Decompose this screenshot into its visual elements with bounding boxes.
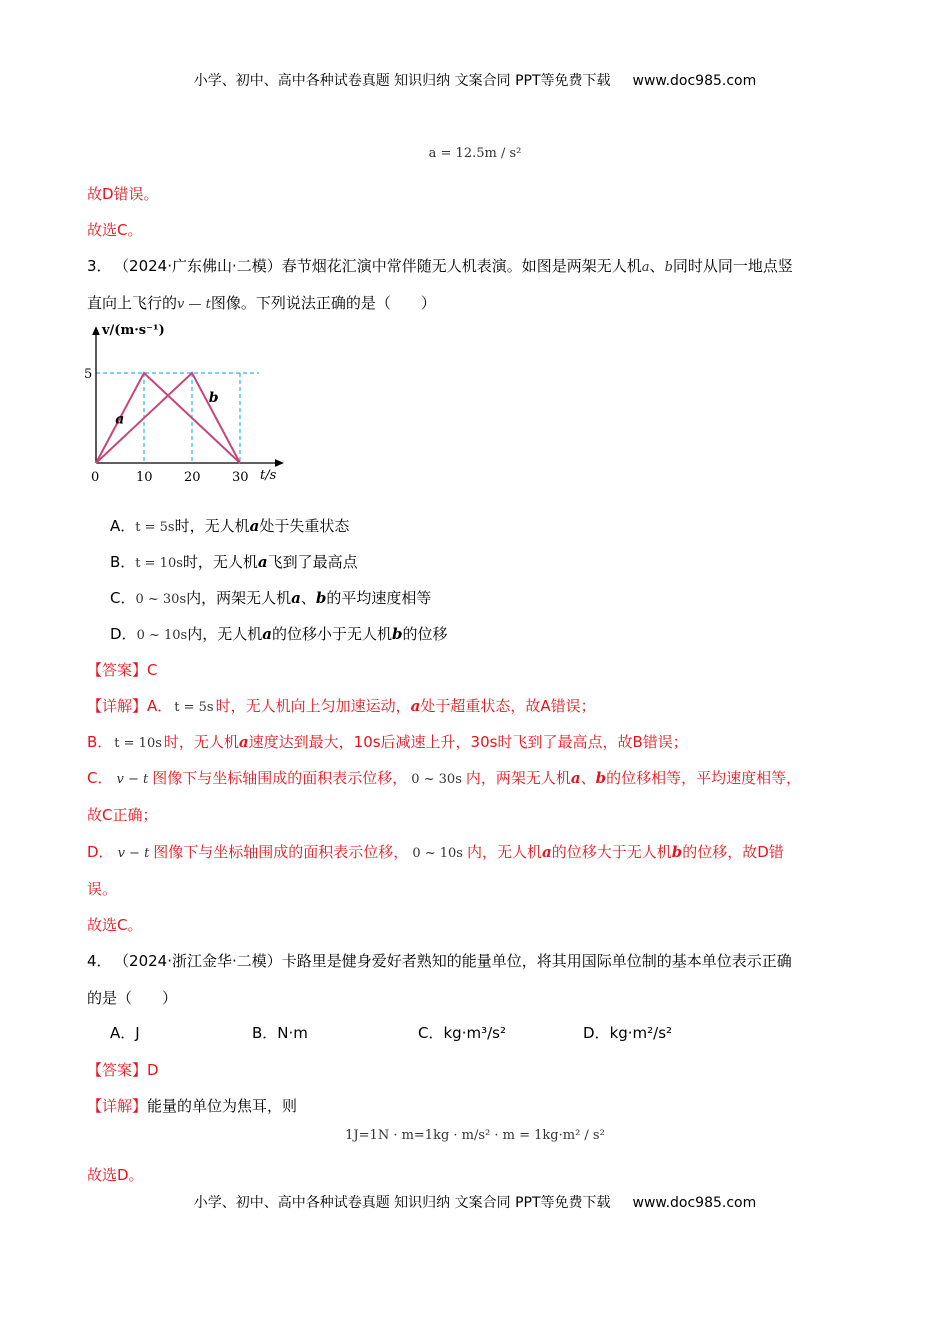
detail-text: 速度达到最大，10s后减速上升，30s时飞到了最高点，故B错误；: [248, 733, 688, 751]
q4-source: （2024·浙江金华·二模）: [121, 952, 282, 970]
series-a-label: a: [115, 411, 125, 428]
q4-option-text: kg·m³/s²: [443, 1024, 506, 1042]
q3-stem-1a: 春节烟花汇演中常伴随无人机表演。如图是两架无人机: [281, 257, 642, 275]
y-axis-label: v/(m·s⁻¹): [102, 323, 165, 338]
answer-value: D: [147, 1061, 159, 1079]
detail-text: 的位移相等，平均速度相等，: [606, 769, 802, 787]
q3-option-label: C．: [110, 589, 136, 607]
detail-text: 的位移，故D错: [682, 843, 784, 861]
q3-option-var: a: [257, 553, 268, 571]
q3-option-text: 处于失重状态: [259, 517, 350, 535]
header-text: 小学、初中、高中各种试卷真题 知识归纳 文案合同 PPT等免费下载: [193, 73, 611, 89]
q3-option-text: 的位移小于无人机: [271, 625, 392, 643]
q3-option-text: 的平均速度相等: [326, 589, 432, 607]
q3-option-b[interactable]: [110, 551, 358, 572]
detail-text: 时，无人机向上匀加速运动，: [215, 697, 411, 715]
x-tick-label: 30: [232, 470, 249, 485]
detail-text: 的位移大于无人机: [551, 843, 672, 861]
detail-var: a: [570, 769, 581, 787]
q3-option-text: 飞到了最高点: [267, 553, 358, 571]
q3-detail-a: [87, 695, 596, 716]
q3-option-text: 内，两架无人机: [186, 589, 292, 607]
q3-detail-c-cont: 故C正确；: [87, 806, 158, 824]
q3-option-label: D．: [110, 625, 137, 643]
q3-detail-c: [87, 767, 801, 788]
page-header: [0, 70, 950, 90]
q4-stem-1: 卡路里是健身爱好者熟知的能量单位，将其用国际单位制的基本单位表示正确: [281, 952, 792, 970]
q3-option-sep: 、: [300, 589, 316, 607]
detail-sep: 、: [580, 769, 596, 787]
detail-var2: b: [595, 769, 607, 787]
detail-label: D．: [87, 843, 114, 861]
detail-tag: 【详解】: [87, 697, 148, 715]
q4-detail: [87, 1095, 297, 1116]
q3-stem-1b: 同时从同一地点竖: [672, 257, 793, 275]
q4-option-label: C．: [418, 1024, 444, 1042]
y-tick-label: 5: [84, 367, 93, 382]
q3-option-math: 0 ~ 10s: [136, 628, 188, 643]
q4-formula: 1J=1N · m=1kg · m/s² · m = 1kg·m² / s²: [345, 1128, 605, 1143]
q3-option-var2: b: [391, 625, 403, 643]
q4-option-text: kg·m²/s²: [609, 1024, 673, 1042]
q4-option-text: J: [135, 1024, 140, 1042]
q4-option-label: B．: [252, 1024, 278, 1042]
q3-option-a[interactable]: [110, 515, 349, 536]
q3-option-label: B．: [110, 553, 136, 571]
q4-option-d[interactable]: [583, 1022, 672, 1043]
vt-chart: [80, 318, 290, 490]
q3-source: （2024·广东佛山·二模）: [121, 257, 282, 275]
page-footer: [0, 1192, 950, 1212]
q3-stem-line2: [87, 292, 436, 313]
q3-option-math: t = 10s: [135, 556, 183, 571]
q4-stem-line1: [87, 950, 792, 971]
q3-stem-line1: [87, 255, 793, 276]
q4-option-label: D．: [583, 1024, 610, 1042]
q3-answer: [87, 659, 158, 680]
detail-math: 0 ~ 10s: [412, 846, 463, 861]
q3-detail-d: [87, 841, 784, 862]
detail-var2: b: [671, 843, 683, 861]
q4-stem-line2: 的是（ ）: [87, 989, 178, 1007]
answer-tag: 【答案】: [87, 1061, 148, 1079]
detail-text: 图像下与坐标轴围成的面积表示位移，: [152, 769, 408, 787]
q3-option-text: 时，无人机: [182, 553, 258, 571]
q4-answer: [87, 1059, 159, 1080]
q3-detail-d-cont: 误。: [87, 880, 118, 898]
answer-value: C: [147, 661, 158, 679]
detail-text: 能量的单位为焦耳，则: [147, 1097, 298, 1115]
q3-option-math: t = 5s: [135, 520, 175, 535]
detail-text: 内，无人机: [466, 843, 542, 861]
header-site: www.doc985.com: [632, 73, 757, 89]
footer-site: www.doc985.com: [632, 1195, 757, 1211]
q4-option-text: N·m: [277, 1024, 308, 1042]
x-tick-label: 20: [184, 470, 201, 485]
detail-math: v − t: [117, 846, 150, 861]
q4-option-label: A．: [110, 1024, 136, 1042]
detail-math: t = 10s: [114, 736, 162, 751]
q3-var-b: b: [664, 260, 673, 275]
q3-option-var: a: [249, 517, 260, 535]
detail-label: C．: [87, 769, 113, 787]
q3-stem-2a: 直向上飞行的: [87, 294, 178, 312]
detail-text: 内，两架无人机: [465, 769, 571, 787]
footer-text: 小学、初中、高中各种试卷真题 知识归纳 文案合同 PPT等免费下载: [193, 1195, 611, 1211]
detail-text: 图像下与坐标轴围成的面积表示位移，: [153, 843, 409, 861]
detail-text: 处于超重状态，故A错误；: [420, 697, 596, 715]
q3-vt: v — t: [177, 297, 211, 312]
q3-option-text: 时，无人机: [174, 517, 250, 535]
q3-option-math: 0 ~ 30s: [135, 592, 187, 607]
q3-option-text: 内，无人机: [187, 625, 263, 643]
q4-choose: 故选D。: [87, 1166, 144, 1184]
answer-tag: 【答案】: [87, 661, 148, 679]
q3-option-text: 的位移: [402, 625, 448, 643]
q3-option-c[interactable]: [110, 587, 431, 608]
detail-math: t = 5s: [174, 700, 214, 715]
detail-math: v − t: [116, 772, 149, 787]
prev-line-d: 故D错误。: [87, 185, 159, 203]
q4-option-a[interactable]: [110, 1022, 140, 1043]
detail-label: A．: [147, 697, 173, 715]
q3-option-d[interactable]: [110, 623, 448, 644]
detail-var: a: [410, 697, 421, 715]
q3-detail-b: [87, 731, 688, 752]
q3-option-label: A．: [110, 517, 136, 535]
x-tick-label: 0: [91, 470, 100, 485]
q4-option-b[interactable]: [252, 1022, 308, 1043]
q3-option-var: a: [262, 625, 272, 643]
detail-tag: 【详解】: [87, 1097, 148, 1115]
detail-math: 0 ~ 30s: [411, 772, 462, 787]
q3-stem-2b: 图像。下列说法正确的是（ ）: [210, 294, 436, 312]
q3-choose: 故选C。: [87, 916, 143, 934]
prev-choose: 故选C。: [87, 221, 143, 239]
q4-number: 4．: [87, 952, 112, 970]
series-b-label: b: [208, 389, 219, 406]
q3-sep: 、: [649, 257, 665, 275]
detail-var: a: [541, 843, 552, 861]
q3-option-var: a: [291, 589, 301, 607]
x-axis-label: t/s: [260, 468, 277, 483]
q3-option-var2: b: [315, 589, 327, 607]
prev-formula: a = 12.5m / s²: [428, 146, 522, 161]
detail-label: B．: [87, 733, 113, 751]
q3-number: 3．: [87, 257, 112, 275]
q3-var-a: a: [641, 260, 650, 275]
detail-var: a: [238, 733, 249, 751]
x-tick-label: 10: [136, 470, 153, 485]
detail-text: 时，无人机: [163, 733, 239, 751]
q4-option-c[interactable]: [418, 1022, 506, 1043]
